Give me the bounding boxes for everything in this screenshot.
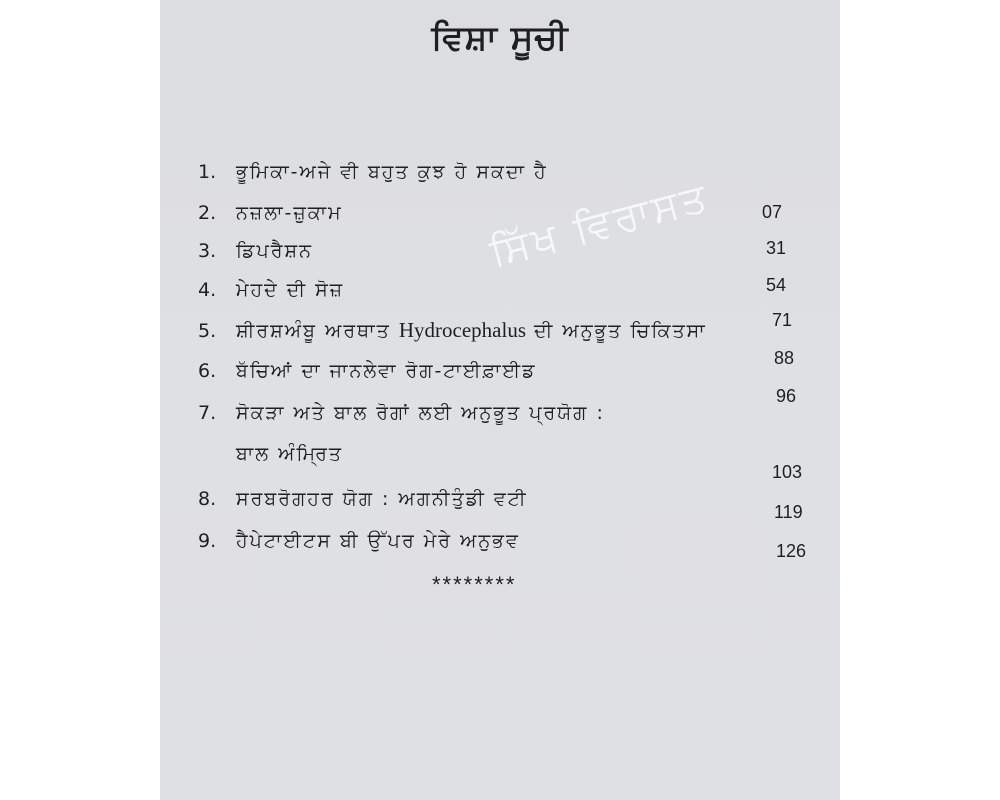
entry-title-latin: Hydrocephalus bbox=[398, 318, 526, 342]
entry-title: ਹੈਪੇਟਾਈਟਸ ਬੀ ਉੱਪਰ ਮੇਰੇ ਅਨੁਭਵ bbox=[236, 530, 520, 552]
entry-page: 119 bbox=[774, 502, 803, 522]
entry-page: 31 bbox=[766, 238, 787, 258]
entry-page: 54 bbox=[766, 275, 787, 295]
entry-page: 07 bbox=[762, 202, 783, 222]
entry-page: 88 bbox=[774, 348, 795, 368]
entry-title: ਨਜ਼ਲਾ-ਜ਼ੁਕਾਮ bbox=[236, 202, 343, 224]
entry-number: 8. bbox=[198, 488, 217, 510]
entry-title-part: ਦੀ ਅਨੁਭੂਤ ਚਿਕਿਤਸਾ bbox=[534, 320, 707, 342]
entry-number: 3. bbox=[198, 240, 217, 262]
entry-title: ਸਰਬਰੋਗਹਰ ਯੋਗ : ਅਗਨੀਤੁੰਡੀ ਵਟੀ bbox=[236, 488, 528, 510]
entry-page: 96 bbox=[776, 386, 797, 406]
entry-title-part: ਸ਼ੀਰਸ਼ਅੰਬੂ ਅਰਥਾਤ bbox=[236, 320, 391, 342]
entry-title: ਮੇਹਦੇ ਦੀ ਸੋਜ਼ bbox=[236, 279, 345, 301]
entry-title bbox=[236, 318, 707, 343]
entry-number: 4. bbox=[198, 279, 217, 301]
entry-number: 2. bbox=[198, 202, 217, 224]
entry-title: ਸੋਕੜਾ ਅਤੇ ਬਾਲ ਰੋਗਾਂ ਲਈ ਅਨੁਭੂਤ ਪ੍ਰਯੋਗ : bbox=[236, 402, 605, 424]
entry-number: 1. bbox=[198, 161, 217, 183]
entry-number: 9. bbox=[198, 530, 217, 552]
document-page bbox=[160, 0, 840, 800]
end-marker: ******** bbox=[432, 572, 517, 597]
page-title: ਵਿਸ਼ਾ ਸੂਚੀ bbox=[431, 18, 569, 58]
entry-number: 6. bbox=[198, 360, 217, 382]
entry-page: 103 bbox=[772, 462, 803, 482]
table-of-contents bbox=[160, 0, 840, 800]
entry-title: ਭੂਮਿਕਾ-ਅਜੇ ਵੀ ਬਹੁਤ ਕੁਝ ਹੋ ਸਕਦਾ ਹੈ bbox=[236, 161, 548, 183]
entry-page: 126 bbox=[776, 541, 807, 561]
entry-title-continued: ਬਾਲ ਅੰਮ੍ਰਿਤ bbox=[236, 443, 344, 465]
entry-title: ਬੱਚਿਆਂ ਦਾ ਜਾਨਲੇਵਾ ਰੋਗ-ਟਾਈਫ਼ਾਈਡ bbox=[236, 360, 537, 382]
entry-page: 71 bbox=[772, 310, 793, 330]
entry-number: 5. bbox=[198, 320, 217, 342]
watermark: ਸਿੱਖ ਵਿਰਾਸਤ bbox=[485, 173, 715, 277]
entry-title: ਡਿਪਰੈਸ਼ਨ bbox=[236, 240, 314, 262]
entry-number: 7. bbox=[198, 402, 217, 424]
